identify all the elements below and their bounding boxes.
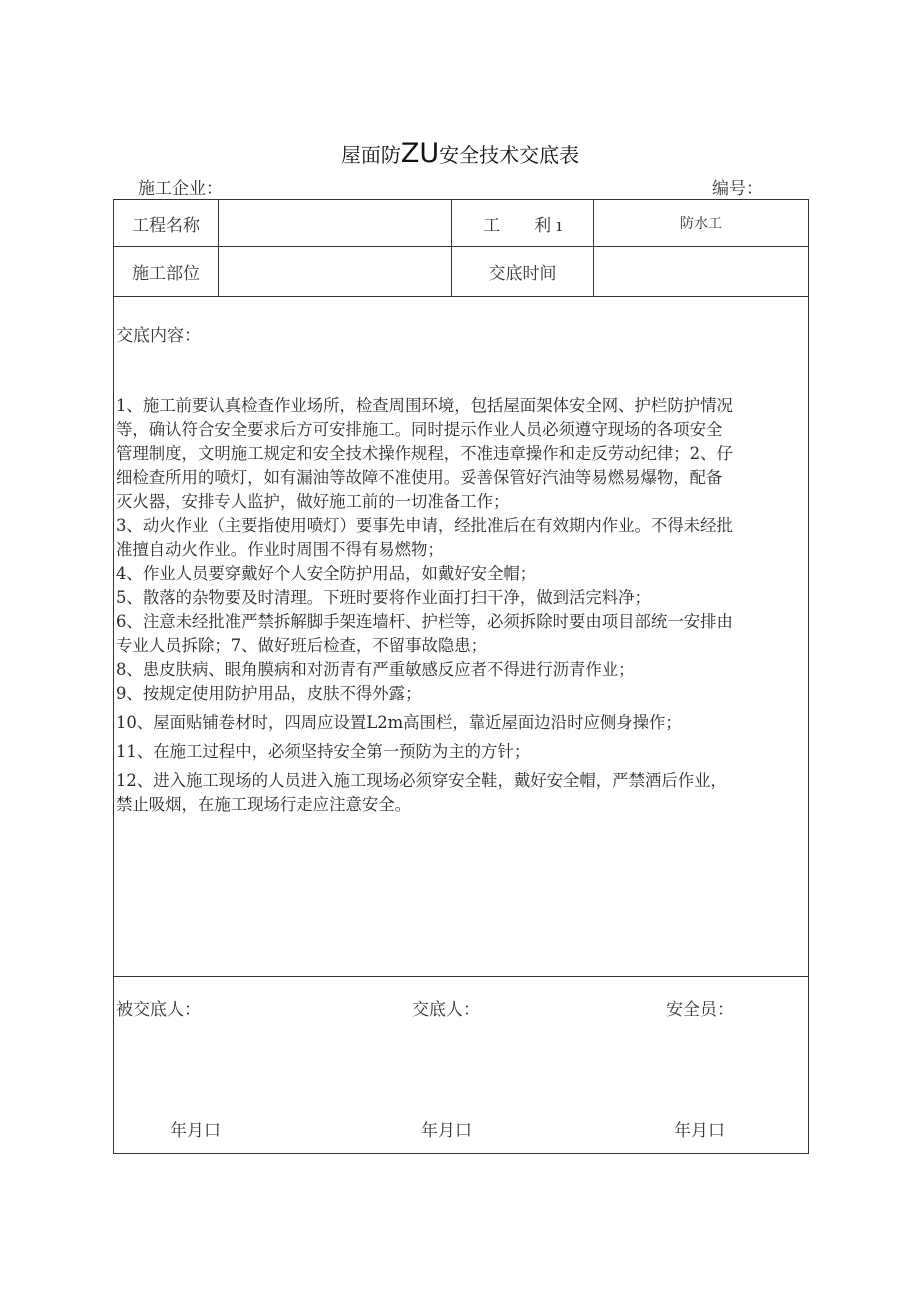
content-line: 8、患皮肤病、眼角膜病和对沥青有严重敏感反应者不得进行沥青作业； [116,660,635,679]
signature-cell [114,977,809,1154]
content-line: 1、施工前要认真检查作业场所，检查周围环境，包括屋面架体安全网、护栏防护情况 [116,396,733,415]
content-line: 9、按规定使用防护用品，皮肤不得外露； [116,684,422,703]
receiver-label: 被交底人： [116,1000,201,1020]
content-line: 管理制度，文明施工规定和安全技术操作规程，不准违章操作和走反劳动纪律；2、仔 [116,444,733,463]
location-label: 施工部位 [114,247,219,297]
number-label: 编号： [712,179,763,199]
disclosure-form-table [113,199,809,1154]
document-title [0,138,920,169]
title-part-2: ZU [400,138,440,169]
content-line: 4、作业人员要穿戴好个人安全防护用品，如戴好安全帽； [116,564,537,583]
date-field-2: 年月口 [421,1121,472,1141]
content-line: 5、散落的杂物要及时清理。下班时要将作业面打扫干净，做到活完料净； [116,588,651,607]
company-label: 施工企业： [138,179,223,199]
safety-officer-label: 安全员： [666,1000,734,1020]
date-field-1: 年月口 [170,1121,221,1141]
date-field-3: 年月口 [674,1121,725,1141]
trade-label: 工 利 ı [452,200,594,247]
content-line: 3、动火作业（主要指使用喷灯）要事先申请，经批准后在有效期内作业。不得未经批 [116,516,733,535]
time-label: 交底时间 [452,247,594,297]
project-name-label: 工程名称 [114,200,219,247]
content-line: 11、在施工过程中，必须坚持安全第一预防为主的方针； [116,742,531,761]
content-cell [114,297,809,977]
project-name-value [219,200,452,247]
content-label: 交底内容： [116,326,201,346]
content-line: 10、屋面贴铺卷材时，四周应设置L2m高围栏，靠近屋面边沿时应侧身操作； [116,713,682,732]
time-value [594,247,809,297]
content-line: 禁止吸烟，在施工现场行走应注意安全。 [116,795,412,814]
location-value [219,247,452,297]
content-line: 等，确认符合安全要求后方可安排施工。同时提示作业人员必须遵守现场的各项安全 [116,420,723,439]
title-part-1: 屋面防 [340,143,401,167]
content-line: 灭火器，安排专人监护，做好施工前的一切准备工作； [116,492,510,511]
content-line: 准擅自动火作业。作业时周围不得有易燃物； [116,540,444,559]
content-line: 细检查所用的喷灯，如有漏油等故障不准使用。妥善保管好汽油等易燃易爆物，配备 [116,468,723,487]
content-line: 专业人员拆除；7、做好班后检查，不留事故隐患； [116,636,488,655]
title-part-3: 安全技术交底表 [439,143,580,167]
content-line: 12、进入施工现场的人员进入施工现场必须穿安全鞋，戴好安全帽，严禁酒后作业， [116,771,727,790]
presenter-label: 交底人： [412,1000,480,1020]
content-line: 6、注意未经批准严禁拆解脚手架连墙杆、护栏等，必须拆除时要由项目部统一安排由 [116,612,733,631]
trade-value: 防水工 [594,200,809,247]
